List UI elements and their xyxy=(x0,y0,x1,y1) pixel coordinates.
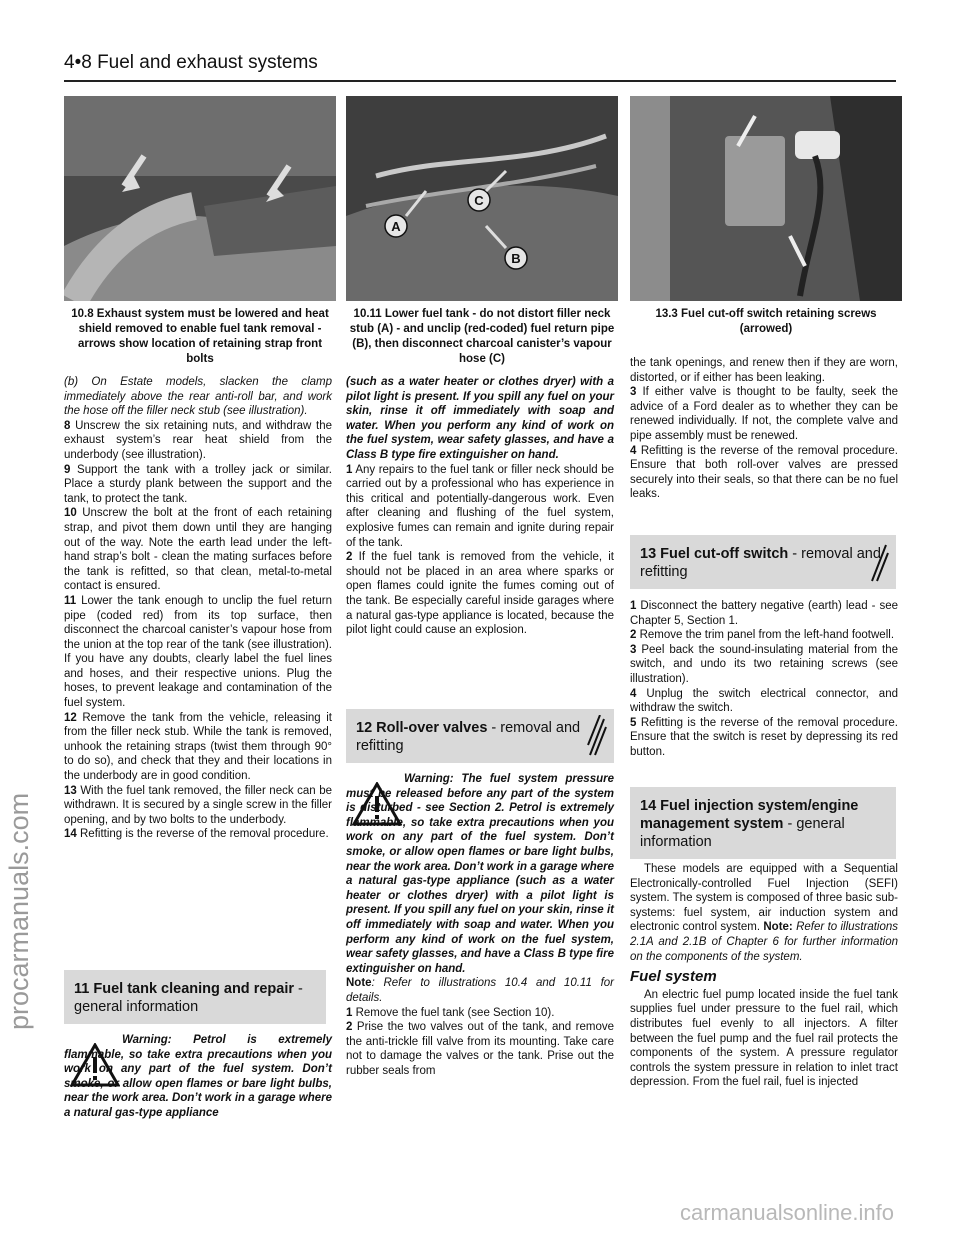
section-12-header xyxy=(346,709,614,763)
footer-watermark: carmanualsonline.info xyxy=(679,1200,894,1225)
section-14-title: 14 Fuel injection system/engine management system xyxy=(640,798,859,832)
para-9: 9 Support the tank with a trolley jack or similar. Place a sturdy plank between the support and the tank, to protect the tank. xyxy=(64,463,332,505)
para-fuel-system: An electric fuel pump located inside the fuel tank supplies fuel under pressure to the fuel rail, which distributes fuel evenly to all injectors. A filter between the fuel pump and the fuel rail protects the components of the system. A pressure regulator controls the system pressure in relation to inlet tract depression. From the fuel rail, fuel is injected xyxy=(630,988,898,1089)
side-watermark-text: procarmanuals.com xyxy=(4,792,34,1030)
para-c3-3: 3 If either valve is thought to be faulty, seek the advice of a Ford dealer as to whether they can be renewed individually. If not, the complete valve and pipe assembly must be renewed. xyxy=(630,386,898,442)
para-s14-intro: These models are equipped with a Sequential Electronically-controlled Fuel Injection (SEFI) system. The system is composed of three basic sub-systems: fuel system, air induction system and electronic control system. Note: Refer to illustrations 2.1A and 2.1B of Chapter 6 for further information on the components of the system. xyxy=(630,863,899,963)
label-b: B xyxy=(511,251,521,266)
column-1 xyxy=(64,375,332,842)
section-12-title: 12 Roll-over valves xyxy=(356,720,488,736)
section-11-subtitle: - general information xyxy=(74,981,303,1015)
section-11-header xyxy=(64,970,326,1024)
header-rule xyxy=(64,80,896,82)
page-header: 4•8 Fuel and exhaust systems xyxy=(64,52,318,73)
para-r1: 1 Disconnect the battery negative (earth) lead - see Chapter 5, Section 1. xyxy=(630,600,898,627)
column-2 xyxy=(346,375,614,638)
para-r3: 3 Peel back the sound-insulating material from the switch, and undo its two retaining screws (see illustration). xyxy=(630,643,898,685)
photo-fuel-tank-lower xyxy=(346,96,618,301)
para-14: 14 Refitting is the reverse of the removal procedure. xyxy=(64,828,329,841)
para-c2-2: 2 If the fuel tank is removed from the vehicle, it should not be placed in an area where sparks or open flames could ignite the fumes coming out of the tank. Be especially careful inside garages where a natural gas-type appliance is located, because the pilot light could cause an explosion. xyxy=(346,551,614,637)
section-12-warning: Warning: The fuel system pressure must be released before any part of the system is disturbed - see Section 2. Petrol is extremely flammable, so take extra precautions when you work on any part of the fuel system. Don’t smoke, or allow open flames or bare light bulbs, near the work area. Don’t work in a garage where a natural gas-type appliance (such as a water heater or clothes dryer) with a pilot light is present. If you spill any fuel on your skin, rinse it off immediately with soap and water. When you perform any kind of work on the fuel system, wear safety glasses, and have a Class B type fire extinguisher on hand. xyxy=(346,773,614,975)
para-12: 12 Remove the tank from the vehicle, releasing it from the filler neck stub. While the tank is removed, unhook the retaining straps (twist them through 90° to do so), and check that they and their locations in the underbody are in good condition. xyxy=(64,711,332,783)
para-10: 10 Unscrew the bolt at the front of each retaining strap, and pivot them down until they are hanging out of the way. Note the earth lead under the left-hand strap’s bolt - clean the mating surfaces before the tank is refitted, so that clean, metal-to-metal contact is ensured. xyxy=(64,507,332,593)
para-q1: 1 Remove the fuel tank (see Section 10). xyxy=(346,1006,555,1019)
section-13-subtitle: - removal and refitting xyxy=(640,546,881,580)
photo-exhaust-system xyxy=(64,96,336,301)
column-3 xyxy=(630,356,898,502)
warning-cont: (such as a water heater or clothes dryer) with a pilot light is present. If you spill any fuel on your skin, rinse it off immediately with soap and water. When you perform any kind of work on the fuel system, wear safety glasses, and have a Class B type fire extinguisher on hand. xyxy=(346,376,614,461)
para-13: 13 With the fuel tank removed, the filler neck can be withdrawn. It is secured by a single screw in the filler opening, and by two bolts to the underbody. xyxy=(64,784,332,826)
caption-photo-1: 10.8 Exhaust system must be lowered and heat shield removed to enable fuel tank removal - arrows show location of retaining strap front bolts xyxy=(71,308,329,365)
difficulty-wrench-icon xyxy=(586,715,608,757)
section-14-body xyxy=(630,862,898,1090)
para-c3-cont: the tank openings, and renew then if they are worn, distorted, or if either has been leaking. xyxy=(630,357,898,384)
section-12-body xyxy=(346,772,614,1078)
section-14-subtitle: - general information xyxy=(640,816,845,850)
section-13-header xyxy=(630,535,896,589)
side-watermark xyxy=(4,430,44,1030)
para-c3-4: 4 Refitting is the reverse of the removal procedure. Ensure that both roll-over valves are pressed securely into their seals, so that there can be no fuel leaks. xyxy=(630,444,898,501)
para-r2: 2 Remove the trim panel from the left-hand footwell. xyxy=(630,629,895,642)
difficulty-wrench-icon xyxy=(868,541,890,583)
label-c: C xyxy=(474,193,484,208)
section-11-warning: Warning: Petrol is extremely flammable, so take extra precautions when you work on any part of the fuel system. Don’t smoke, or allow open flames or bare light bulbs, near the work area. Don’t work in a garage where a natural gas-type appliance xyxy=(64,1034,332,1119)
para-r4: 4 Unplug the switch electrical connector, and withdraw the switch. xyxy=(630,687,898,715)
para-11: 11 Lower the tank enough to unclip the fuel return pipe (coded red) from its top surface, then disconnect the charcoal canister’s vapour hose from the union at the top rear of the tank (see illustration). If you have any doubts, clearly label the fuel lines and hoses, and their respective unions. Plug the hoses, to prevent leakage and contamination of the fuel system. xyxy=(64,594,333,710)
section-11-title: 11 Fuel tank cleaning and repair xyxy=(74,981,294,997)
section-14-header xyxy=(630,787,896,859)
subhead-fuel-system: Fuel system xyxy=(630,968,717,986)
para-q2: 2 Prise the two valves out of the tank, and remove the anti-trickle fill valve from its mounting. Take care not to damage the valves or the tank. Prise out the rubber seals from xyxy=(346,1021,615,1077)
note-12: Note: Refer to illustrations 10.4 and 10.11 for details. xyxy=(346,977,614,1004)
label-a: A xyxy=(391,219,401,234)
photo-cutoff-switch xyxy=(630,96,902,301)
section-13-body xyxy=(630,599,898,760)
section-13-title: 13 Fuel cut-off switch xyxy=(640,546,789,562)
para-b: (b) On Estate models, slacken the clamp immediately above the rear anti-roll bar, and work the hose off the filler neck stub (see illustration). xyxy=(64,376,332,418)
caption-photo-2: 10.11 Lower fuel tank - do not distort filler neck stub (A) - and unclip (red-coded) fuel return pipe (B), then disconnect charcoal canister’s vapour hose (C) xyxy=(349,308,615,365)
para-c2-1: 1 Any repairs to the fuel tank or filler neck should be carried out by a professional who has experience in this critical and potentially-dangerous work. Even after cleaning and flushing of the fuel system, explosive fumes can remain and ignite during repair of the tank. xyxy=(346,463,614,549)
para-8: 8 Unscrew the six retaining nuts, and withdraw the exhaust system’s rear heat shield from the underbody (see illustration). xyxy=(64,419,332,461)
para-r5: 5 Refitting is the reverse of the removal procedure. Ensure that the switch is reset by depressing its red button. xyxy=(630,716,898,758)
caption-photo-3: 13.3 Fuel cut-off switch retaining screws (arrowed) xyxy=(655,308,877,335)
section-12-subtitle: - removal and refitting xyxy=(356,720,581,754)
